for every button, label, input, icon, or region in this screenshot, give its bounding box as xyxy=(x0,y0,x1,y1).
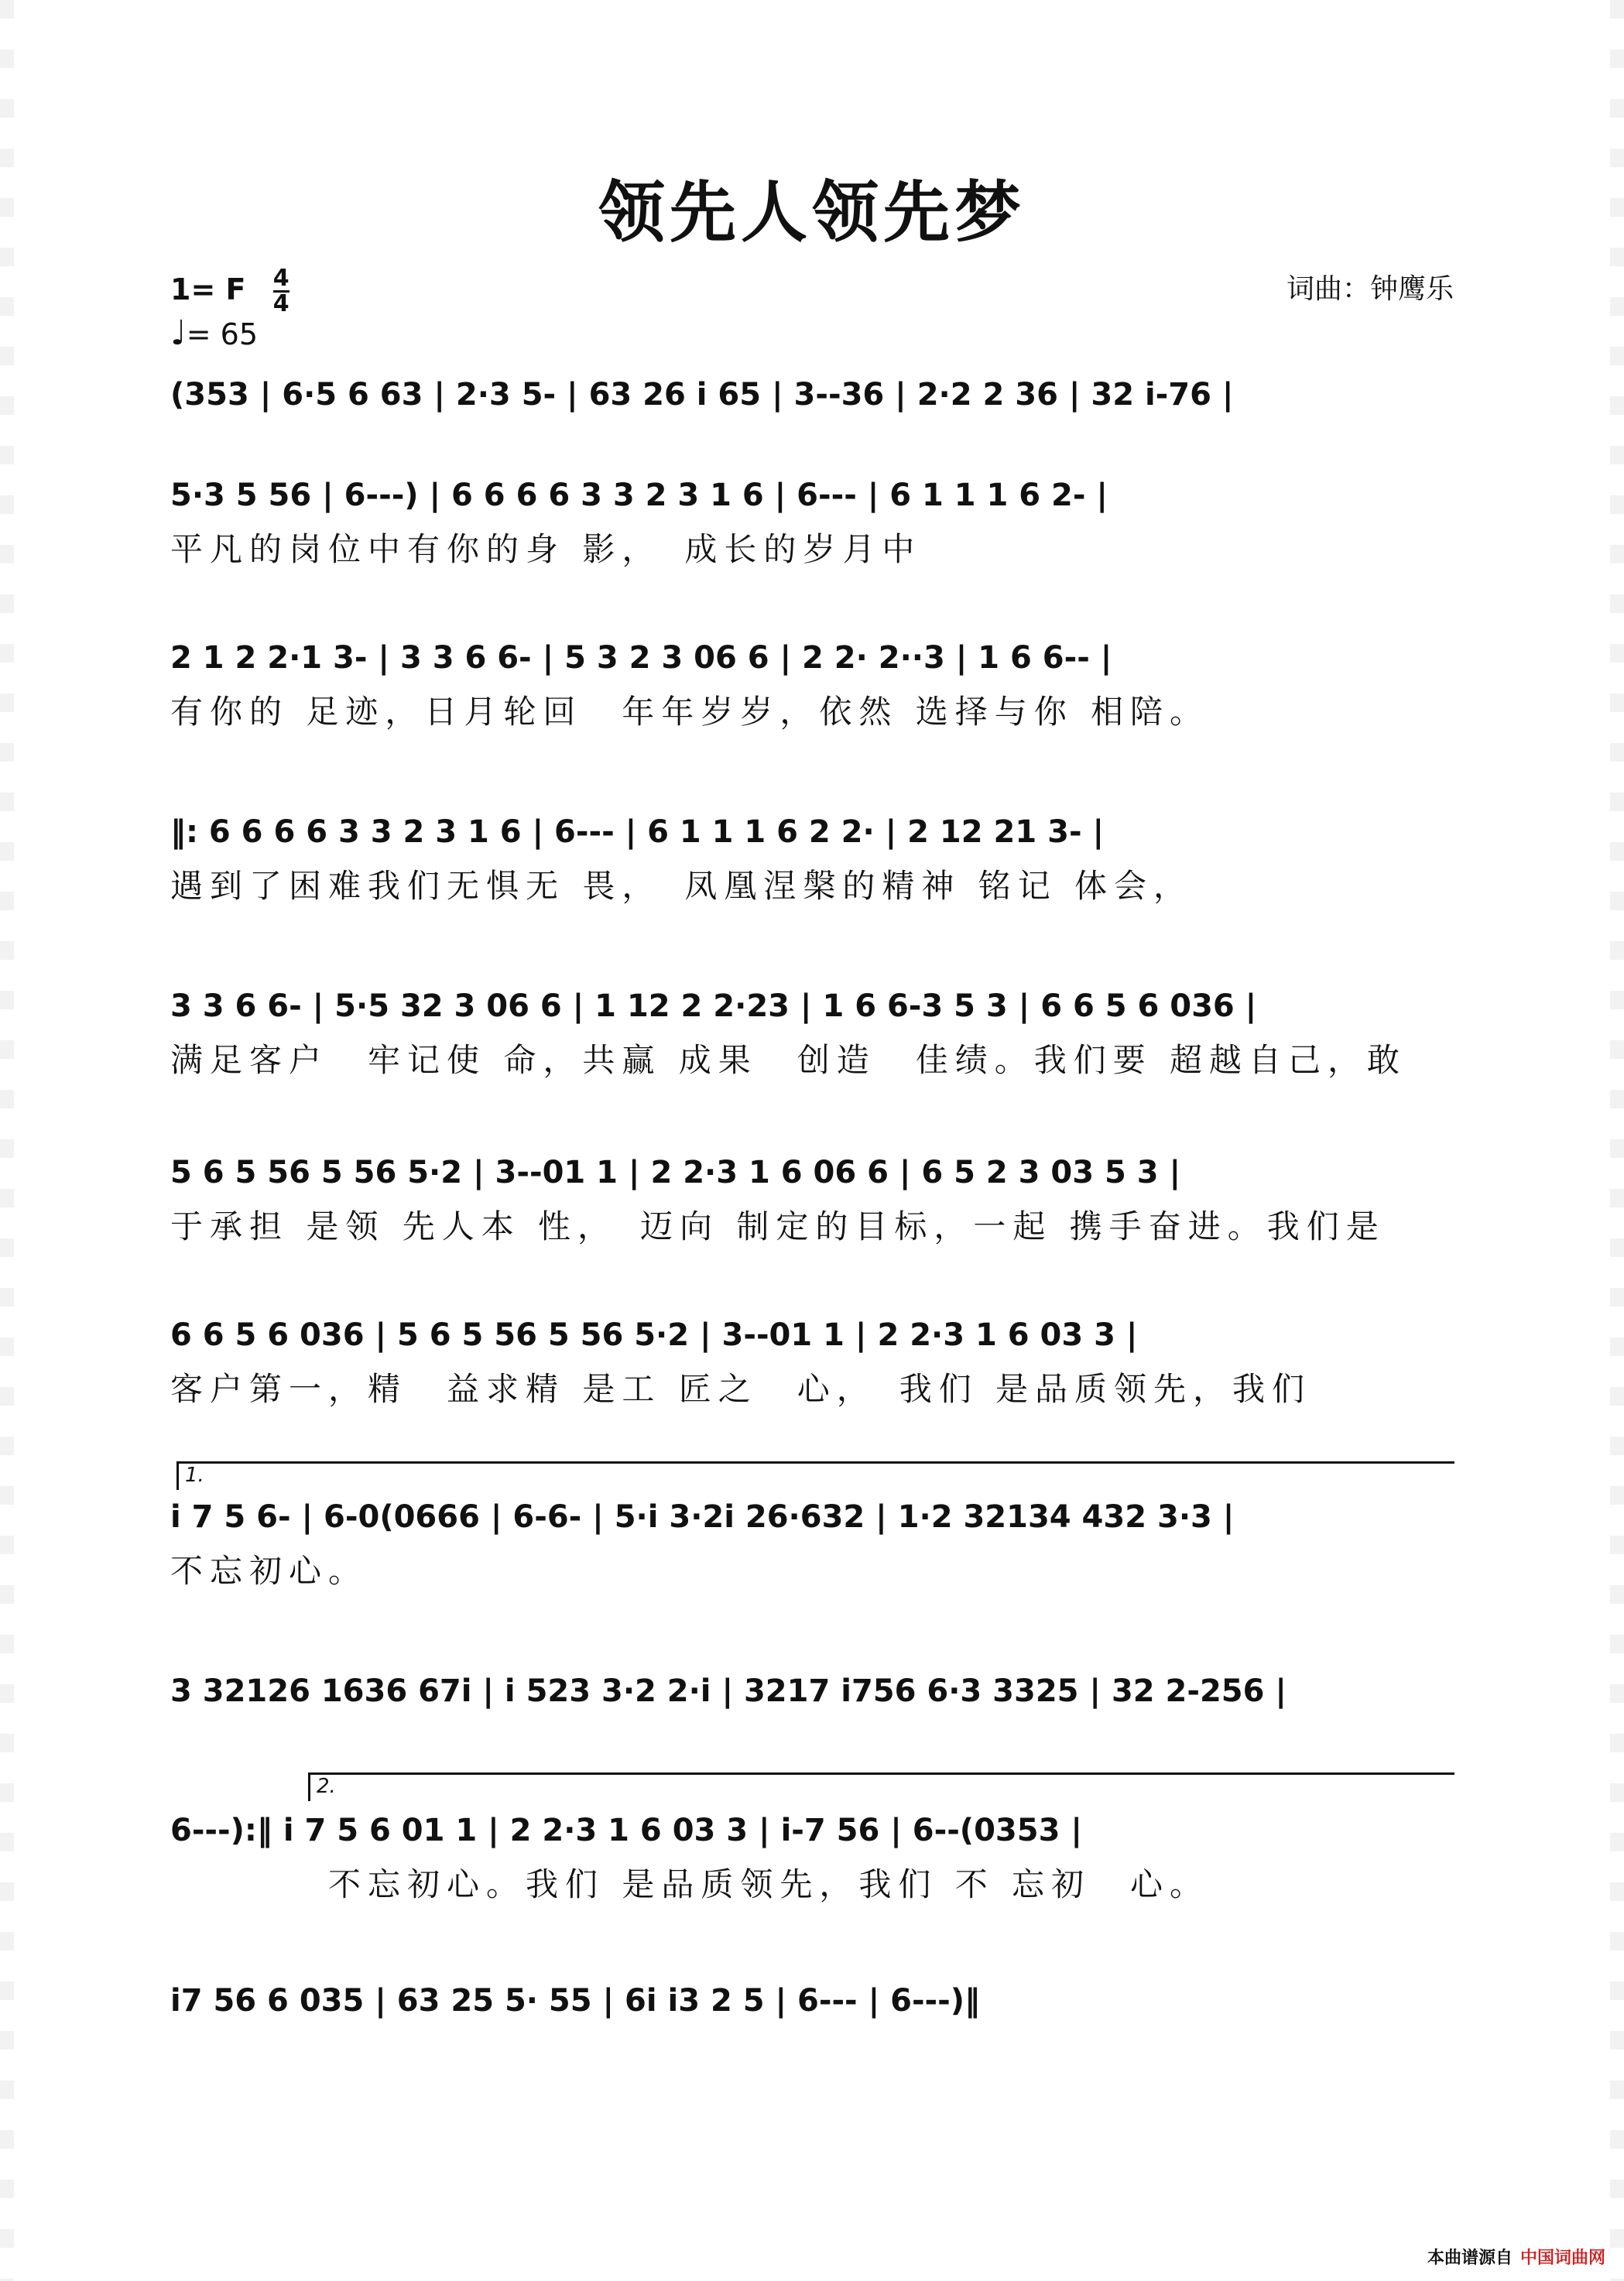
notation-line: 2 1 2 2·1 3- | 3 3 6 6- | 5 3 2 3 06 6 | 2 2· 2··3 | 1 6 6-- | xyxy=(170,640,1112,676)
notation-line: 6---):‖ i 7 5 6 01 1 | 2 2·3 1 6 03 3 | i-7 56 | 6--(0353 | xyxy=(170,1813,1082,1848)
score-system-1 xyxy=(170,368,1454,476)
notation-line: 3 32126 1636 67i | i 523 3·2 2·i | 3217 i756 6·3 3325 | 32 2-256 | xyxy=(170,1673,1287,1709)
volta-label: 2. xyxy=(317,1775,336,1798)
volta-label: 1. xyxy=(185,1464,204,1487)
score-system-10 xyxy=(170,1803,1454,1912)
lyric-line: 有你的 足迹，日月轮回 年年岁岁，依然 选择与你 相陪。 xyxy=(170,693,1210,731)
lyric-line: 不忘初心。我们 是品质领先，我们 不 忘初 心。 xyxy=(170,1865,1210,1903)
score-system-11 xyxy=(170,1974,1454,2082)
first-ending-bracket xyxy=(176,1461,1454,1490)
notation-line: (353 | 6·5 6 63 | 2·3 5- | 63 26 i 65 | 3--36 | 2·2 2 36 | 32 i-76 | xyxy=(170,377,1234,413)
notation-line: 3 3 6 6- | 5·5 32 3 06 6 | 1 12 2 2·23 | 1 6 6-3 5 3 | 6 6 5 6 036 | xyxy=(170,988,1257,1024)
source-label: 本曲谱源自 xyxy=(1427,2248,1513,2268)
second-ending-bracket xyxy=(308,1772,1454,1801)
tempo-value: = 65 xyxy=(186,317,259,351)
time-signature xyxy=(273,267,290,316)
notation-line: 6 6 5 6 036 | 5 6 5 56 5 56 5·2 | 3--01 1 | 2 2·3 1 6 03 3 | xyxy=(170,1317,1138,1353)
score-system-3 xyxy=(170,631,1454,739)
score-system-4 xyxy=(170,805,1454,913)
lyric-line: 客户第一，精 益求精 是工 匠之 心， 我们 是品质领先，我们 xyxy=(170,1370,1312,1408)
notation-line: i 7 5 6- | 6-0(0666 | 6-6- | 5·i 3·2i 26·632 | 1·2 32134 432 3·3 | xyxy=(170,1499,1235,1535)
time-denominator: 4 xyxy=(272,290,290,317)
score-system-2 xyxy=(170,468,1454,577)
lyric-line: 于承担 是领 先人本 性， 迈向 制定的目标，一起 携手奋进。我们是 xyxy=(170,1207,1386,1245)
lyric-line: 满足客户 牢记使 命，共赢 成果 创造 佳绩。我们要 超越自己，敢 xyxy=(170,1041,1407,1079)
lyric-line: 遇到了困难我们无惧无 畏， 凤凰涅槃的精神 铭记 体会， xyxy=(170,867,1194,905)
site-link[interactable]: 中国词曲网 xyxy=(1520,2248,1605,2268)
source-footer xyxy=(1427,2245,1605,2269)
time-numerator: 4 xyxy=(272,265,290,292)
right-margin-watermark xyxy=(1610,0,1624,2281)
notation-line: i7 56 6 035 | 63 25 5· 55 | 6i i3 2 5 | 6--- | 6---)‖ xyxy=(170,1983,981,2019)
score-system-5 xyxy=(170,979,1454,1087)
lyric-line: 不忘初心。 xyxy=(170,1552,368,1590)
lyric-line xyxy=(170,1718,1454,1772)
key-signature xyxy=(170,267,290,316)
quarter-note-icon: ♩ xyxy=(170,313,187,353)
notation-line: 5 6 5 56 5 56 5·2 | 3--01 1 | 2 2·3 1 6 06 6 | 6 5 2 3 03 5 3 | xyxy=(170,1155,1181,1190)
left-margin-watermark xyxy=(0,0,14,2281)
song-title: 领先人领先梦 xyxy=(598,173,1026,252)
key-label: 1= F xyxy=(170,272,246,307)
score-system-6 xyxy=(170,1146,1454,1254)
score-system-9 xyxy=(170,1664,1454,1772)
lyric-line xyxy=(170,2028,1454,2082)
score-system-8 xyxy=(170,1490,1454,1598)
notation-line: ‖: 6 6 6 6 3 3 2 3 1 6 | 6--- | 6 1 1 1 6 2 2· | 2 12 21 3- | xyxy=(170,814,1105,850)
credit-line: 词曲：钟鹰乐 xyxy=(1286,273,1454,305)
tempo-marking xyxy=(170,313,258,353)
notation-line: 5·3 5 56 | 6---) | 6 6 6 6 3 3 2 3 1 6 | 6--- | 6 1 1 1 6 2- | xyxy=(170,478,1108,513)
score-system-7 xyxy=(170,1308,1454,1416)
lyric-line: 平凡的岗位中有你的身 影， 成长的岁月中 xyxy=(170,530,922,568)
